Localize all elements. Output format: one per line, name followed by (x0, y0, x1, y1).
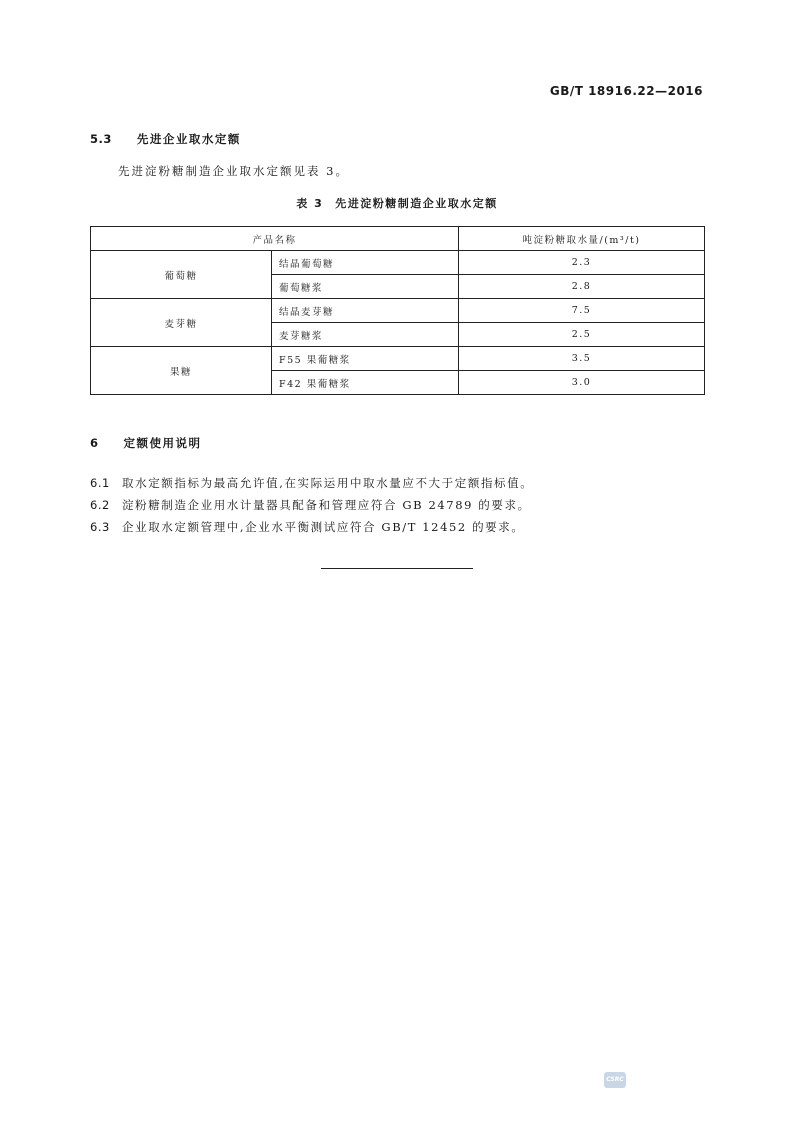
section-title: 先进企业取水定额 (136, 132, 241, 146)
product-group: 麦芽糖 (91, 299, 272, 347)
table-row (91, 251, 705, 275)
section-number: 6 (90, 436, 99, 450)
header-product: 产品名称 (91, 227, 459, 251)
clause-6-3 (90, 519, 525, 535)
table-row (91, 299, 705, 323)
table-caption (0, 195, 794, 211)
water-quota-value: 2.5 (459, 323, 705, 347)
water-quota-value: 3.0 (459, 371, 705, 395)
standard-id: GB/T 18916.22—2016 (549, 84, 703, 98)
section-title: 定额使用说明 (123, 436, 202, 450)
water-quota-value: 2.8 (459, 275, 705, 299)
product-subtype: 葡萄糖浆 (272, 275, 459, 299)
section-6-heading (90, 435, 202, 451)
product-subtype: 结晶葡萄糖 (272, 251, 459, 275)
water-quota-value: 3.5 (459, 347, 705, 371)
product-subtype: F55 果葡糖浆 (272, 347, 459, 371)
clause-6-2 (90, 497, 531, 513)
section-number: 5.3 (90, 132, 112, 146)
section-5-3-text: 先进淀粉糖制造企业取水定额见表 3。 (118, 164, 349, 178)
table-caption-number: 表 3 (296, 197, 324, 210)
clause-number: 6.3 (90, 520, 110, 534)
table-row (91, 347, 705, 371)
clause-number: 6.1 (90, 476, 110, 490)
water-quota-table (90, 226, 705, 395)
product-subtype: 结晶麦芽糖 (272, 299, 459, 323)
clause-text: 淀粉糖制造企业用水计量器具配备和管理应符合 GB 24789 的要求。 (122, 498, 531, 512)
end-of-document-rule (321, 568, 473, 569)
product-group: 果糖 (91, 347, 272, 395)
clause-6-1 (90, 475, 533, 491)
watermark-logo: CSRC (604, 1072, 626, 1088)
section-5-3-heading (90, 131, 241, 147)
clause-text: 企业取水定额管理中,企业水平衡测试应符合 GB/T 12452 的要求。 (122, 520, 525, 534)
water-quota-value: 2.3 (459, 251, 705, 275)
product-group: 葡萄糖 (91, 251, 272, 299)
water-quota-value: 7.5 (459, 299, 705, 323)
product-subtype: 麦芽糖浆 (272, 323, 459, 347)
clause-number: 6.2 (90, 498, 110, 512)
table-caption-title: 先进淀粉糖制造企业取水定额 (335, 197, 498, 210)
clause-text: 取水定额指标为最高允许值,在实际运用中取水量应不大于定额指标值。 (122, 476, 534, 490)
product-subtype: F42 果葡糖浆 (272, 371, 459, 395)
header-value: 吨淀粉糖取水量/(m³/t) (459, 227, 705, 251)
table-header-row (91, 227, 705, 251)
